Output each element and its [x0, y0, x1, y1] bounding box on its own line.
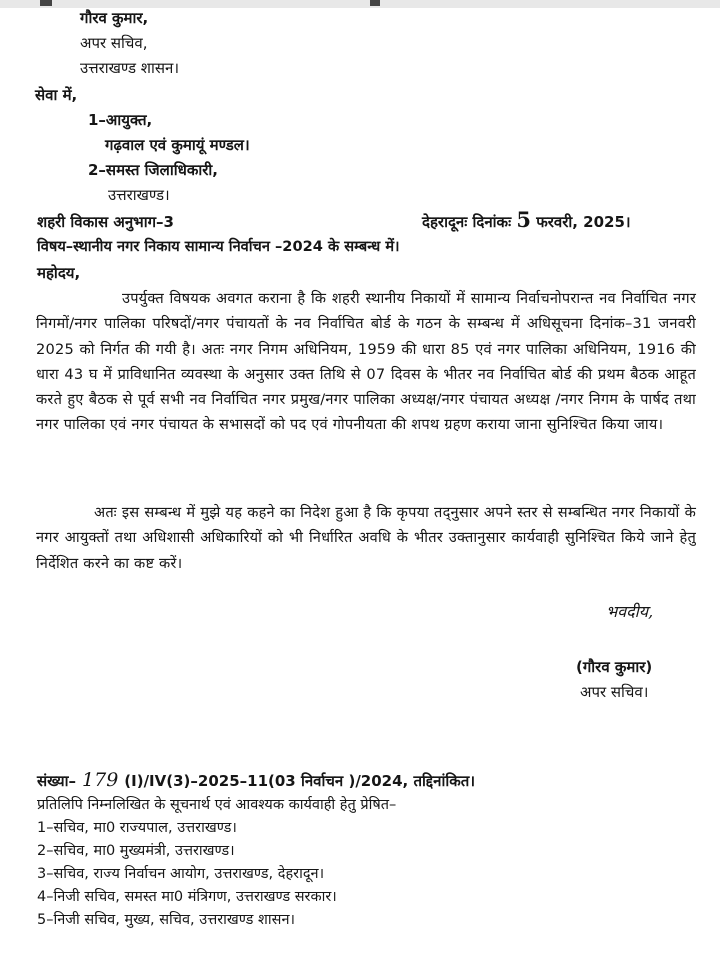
copy-to-heading: प्रतिलिपि निम्नलिखित के सूचनार्थ एवं आवश्यक कार्यवाही हेतु प्रेषित–	[37, 797, 397, 813]
sender-designation: अपर सचिव,	[80, 34, 148, 52]
recipient-1-detail: गढ़वाल एवं कुमायूं मण्डल।	[105, 136, 250, 154]
body-paragraph-2-text: अतः इस सम्बन्ध में मुझे यह कहने का निदेश हुआ है कि कृपया तद्नुसार अपने स्तर से सम्बन्धित नगर निकायों के नगर आयुक्तों तथा अधिशासी अधिकारियों को भी निर्धारित अवधि के भीतर उक्तानुसार कार्यवाही सुनिश्चित किये जाने हेतु निर्देशित करने का कष्ट करें।	[36, 504, 696, 572]
copy-to-item-4: 4–निजी सचिव, समस्त मा0 मंत्रिगण, उत्तराखण्ड सरकार।	[37, 889, 337, 905]
section-name: शहरी विकास अनुभाग–3	[37, 213, 174, 231]
body-paragraph-1-text: उपर्युक्त विषयक अवगत कराना है कि शहरी स्थानीय निकायों में सामान्य निर्वाचनोपरान्त नव निर्वाचित नगर निगमों/नगर पालिका परिषदों/नगर पंचायतों के नव निर्वाचित बोर्ड के गठन के सम्बन्ध में अधिसूचना दिनांक–31 जनवरी 2025 को निर्गत की गयी है। अतः नगर निगम अधिनियम, 1959 की धारा 85 एवं नगर पालिका अधिनियम, 1916 की धारा 43 घ में प्राविधानित व्यवस्था के अनुसार उक्त तिथि से 07 दिवस के भीतर नव निर्वाचित बोर्ड की प्रथम बैठक आहूत करते हुए बैठक से पूर्व सभी नव निर्वाचित नगर प्रमुख/नगर पालिका अध्यक्ष/नगर पंचायत अध्यक्ष /नगर निगम के पार्षद तथा नगर पालिका एवं नगर पंचायत के सभासदों को पद एवं गोपनीयता की शपथ ग्रहण कराया जाना सुनिश्चित किया जाय।	[36, 290, 696, 434]
punch-mark-left	[40, 0, 52, 6]
recipient-2-detail: उत्तराखण्ड।	[108, 186, 170, 204]
copy-to-item-2: 2–सचिव, मा0 मुख्यमंत्री, उत्तराखण्ड।	[37, 843, 235, 859]
reference-rest: (I)/IV(3)–2025–11(03 निर्वाचन )/2024, तद्दिनांकित।	[124, 772, 476, 790]
date-prefix: देहरादूनः दिनांकः	[422, 213, 512, 231]
date-month-year: फरवरी, 2025।	[536, 213, 631, 231]
punch-mark-right	[370, 0, 380, 6]
reference-handwritten-number: 179	[82, 769, 119, 791]
body-paragraph-2	[36, 500, 696, 576]
reference-number	[37, 770, 475, 791]
signature-designation: अपर सचिव।	[580, 683, 649, 701]
signature-name: (गौरव कुमार)	[576, 658, 653, 676]
recipient-2-title: 2–समस्त जिलाधिकारी,	[88, 161, 218, 179]
recipient-1-title: 1–आयुक्त,	[88, 111, 153, 129]
salutation: महोदय,	[37, 264, 81, 282]
sender-office: उत्तराखण्ड शासन।	[80, 59, 180, 77]
reference-prefix: संख्या–	[37, 772, 77, 790]
date-day: 5	[516, 207, 531, 232]
subject-line: विषय–स्थानीय नगर निकाय सामान्य निर्वाचन –2024 के सम्बन्ध में।	[37, 238, 400, 255]
sender-name: गौरव कुमार,	[80, 9, 149, 27]
body-paragraph-1	[36, 286, 696, 438]
copy-to-item-5: 5–निजी सचिव, मुख्य, सचिव, उत्तराखण्ड शासन।	[37, 912, 296, 928]
signature-closing: भवदीय,	[606, 602, 654, 621]
place-date	[422, 207, 631, 232]
scan-top-edge	[0, 0, 720, 8]
copy-to-item-3: 3–सचिव, राज्य निर्वाचन आयोग, उत्तराखण्ड, देहरादून।	[37, 866, 325, 882]
recipients-heading: सेवा में,	[35, 86, 78, 104]
copy-to-item-1: 1–सचिव, मा0 राज्यपाल, उत्तराखण्ड।	[37, 820, 237, 836]
